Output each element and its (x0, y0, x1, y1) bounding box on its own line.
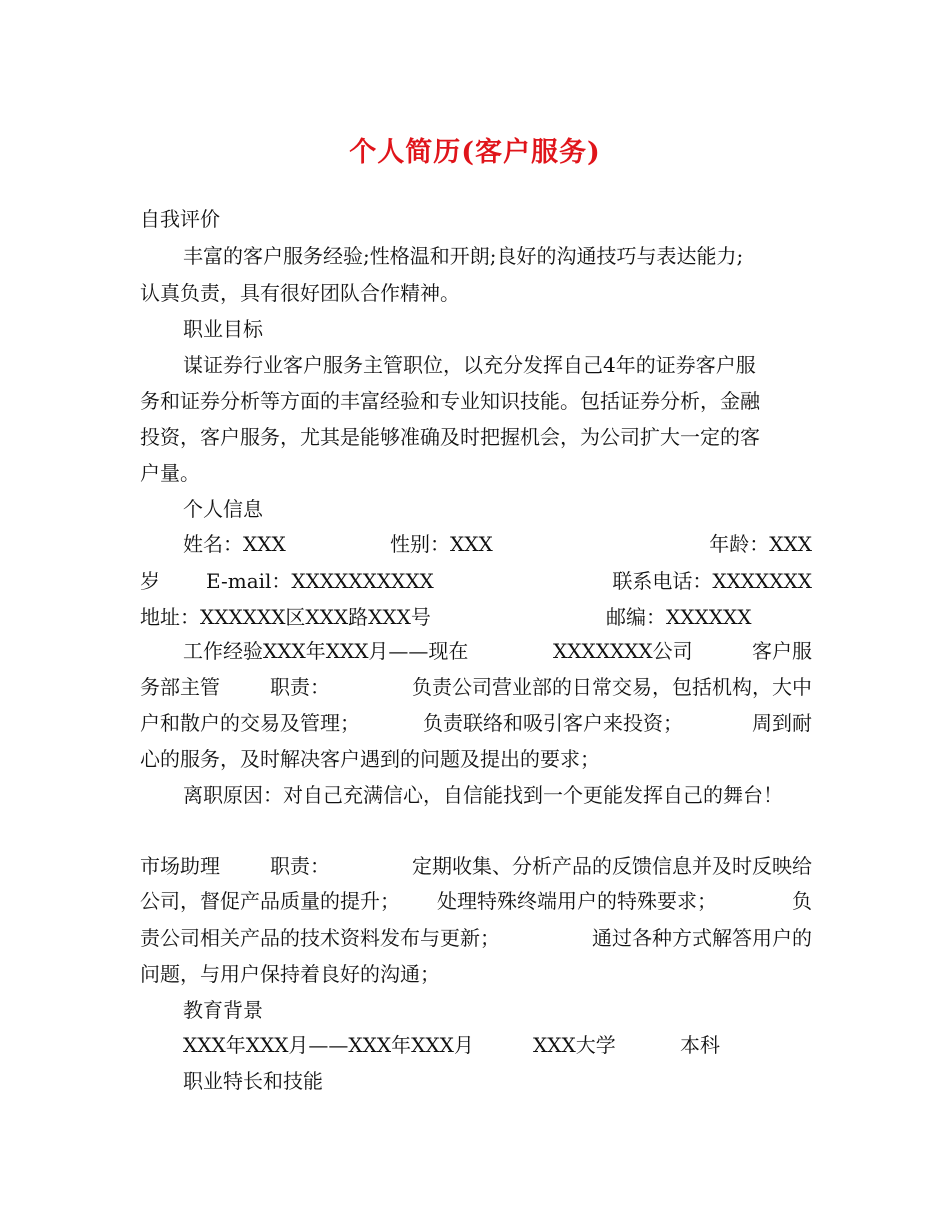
work-1-duty-2: 负责联络和吸引客户来投资； (423, 711, 683, 735)
career-goal-line-1: 谋证券行业客户服务主管职位，以充分发挥自己4年的证券客户服 (183, 353, 756, 377)
gender-field: 性别：XXX (390, 532, 493, 556)
work-2-duty-2: 处理特殊终端用户的特殊要求； (437, 889, 717, 913)
self-evaluation-line-1: 丰富的客户服务经验;性格温和开朗;良好的沟通技巧与表达能力; (183, 244, 744, 268)
education-row (183, 1032, 812, 1058)
work-experience-2-line-2 (140, 853, 812, 879)
work-2-position: 市场助理 (140, 854, 220, 878)
personal-info-row-3 (140, 604, 812, 630)
career-goal-line-2: 务和证券分析等方面的丰富经验和专业知识技能。包括证券分析，金融 (140, 389, 760, 413)
career-goal-line-3: 投资，客户服务，尤其是能够准确及时把握机会，为公司扩大一定的客 (140, 425, 760, 449)
career-goal-line-4: 户量。 (140, 461, 200, 485)
leave-reason: 离职原因：对自己充满信心，自信能找到一个更能发挥自己的舞台！ (183, 783, 783, 807)
document-title: 个人简历(客户服务) (349, 137, 601, 168)
work-experience-2-line-4 (140, 925, 812, 951)
work-experience-2-line-3 (140, 888, 812, 914)
work-experience-2-line-5: 问题，与用户保持着良好的沟通； (140, 962, 440, 986)
work-1-duty-3: 周到耐 (752, 711, 812, 735)
work-1-period: 工作经验XXX年XXX月——现在 (183, 639, 469, 663)
phone-field: 联系电话：XXXXXXX (612, 569, 812, 593)
section-heading-education: 教育背景 (183, 998, 263, 1022)
education-school: XXX大学 (533, 1033, 616, 1057)
personal-info-row-1 (183, 531, 812, 557)
work-1-position-part: 客户服 (752, 639, 812, 663)
name-field: 姓名：XXX (183, 532, 286, 556)
work-1-duty-1: 负责公司营业部的日常交易，包括机构，大中 (412, 675, 812, 699)
section-heading-personal-info: 个人信息 (183, 497, 263, 521)
work-1-duties-label: 职责： (270, 675, 330, 699)
age-field: 年龄：XXX (709, 532, 812, 556)
self-evaluation-line-2: 认真负责，具有很好团队合作精神。 (140, 281, 460, 305)
work-2-duty-1-cont: 公司，督促产品质量的提升； (140, 889, 400, 913)
section-heading-career-goal: 职业目标 (183, 317, 263, 341)
work-1-duty-1-cont: 户和散户的交易及管理； (140, 711, 360, 735)
education-degree: 本科 (680, 1033, 720, 1057)
work-experience-1-line-3 (140, 710, 812, 736)
work-2-duty-3-cont: 责公司相关产品的技术资料发布与更新； (140, 926, 500, 950)
postcode-field: 邮编：XXXXXX (606, 605, 752, 629)
section-heading-skills: 职业特长和技能 (183, 1069, 323, 1093)
work-experience-1-line-4: 心的服务，及时解决客户遇到的问题及提出的要求； (140, 747, 600, 771)
work-experience-1-line-1 (183, 638, 812, 664)
work-1-company: XXXXXXX公司 (553, 639, 693, 663)
work-2-duties-label: 职责： (270, 854, 330, 878)
work-1-position-rest: 务部主管 (140, 675, 220, 699)
personal-info-row-2 (140, 568, 812, 594)
work-2-duty-1: 定期收集、分析产品的反馈信息并及时反映给 (412, 854, 812, 878)
education-period: XXX年XXX月——XXX年XXX月 (183, 1033, 474, 1057)
age-unit: 岁 (140, 569, 160, 593)
section-heading-self-evaluation: 自我评价 (140, 207, 220, 231)
address-field: 地址：XXXXXX区XXX路XXX号 (140, 605, 431, 629)
email-field: E-mail：XXXXXXXXXX (206, 569, 434, 593)
work-experience-1-line-2 (140, 674, 812, 700)
work-2-duty-4: 通过各种方式解答用户的 (592, 926, 812, 950)
work-2-duty-3: 负 (792, 889, 812, 913)
